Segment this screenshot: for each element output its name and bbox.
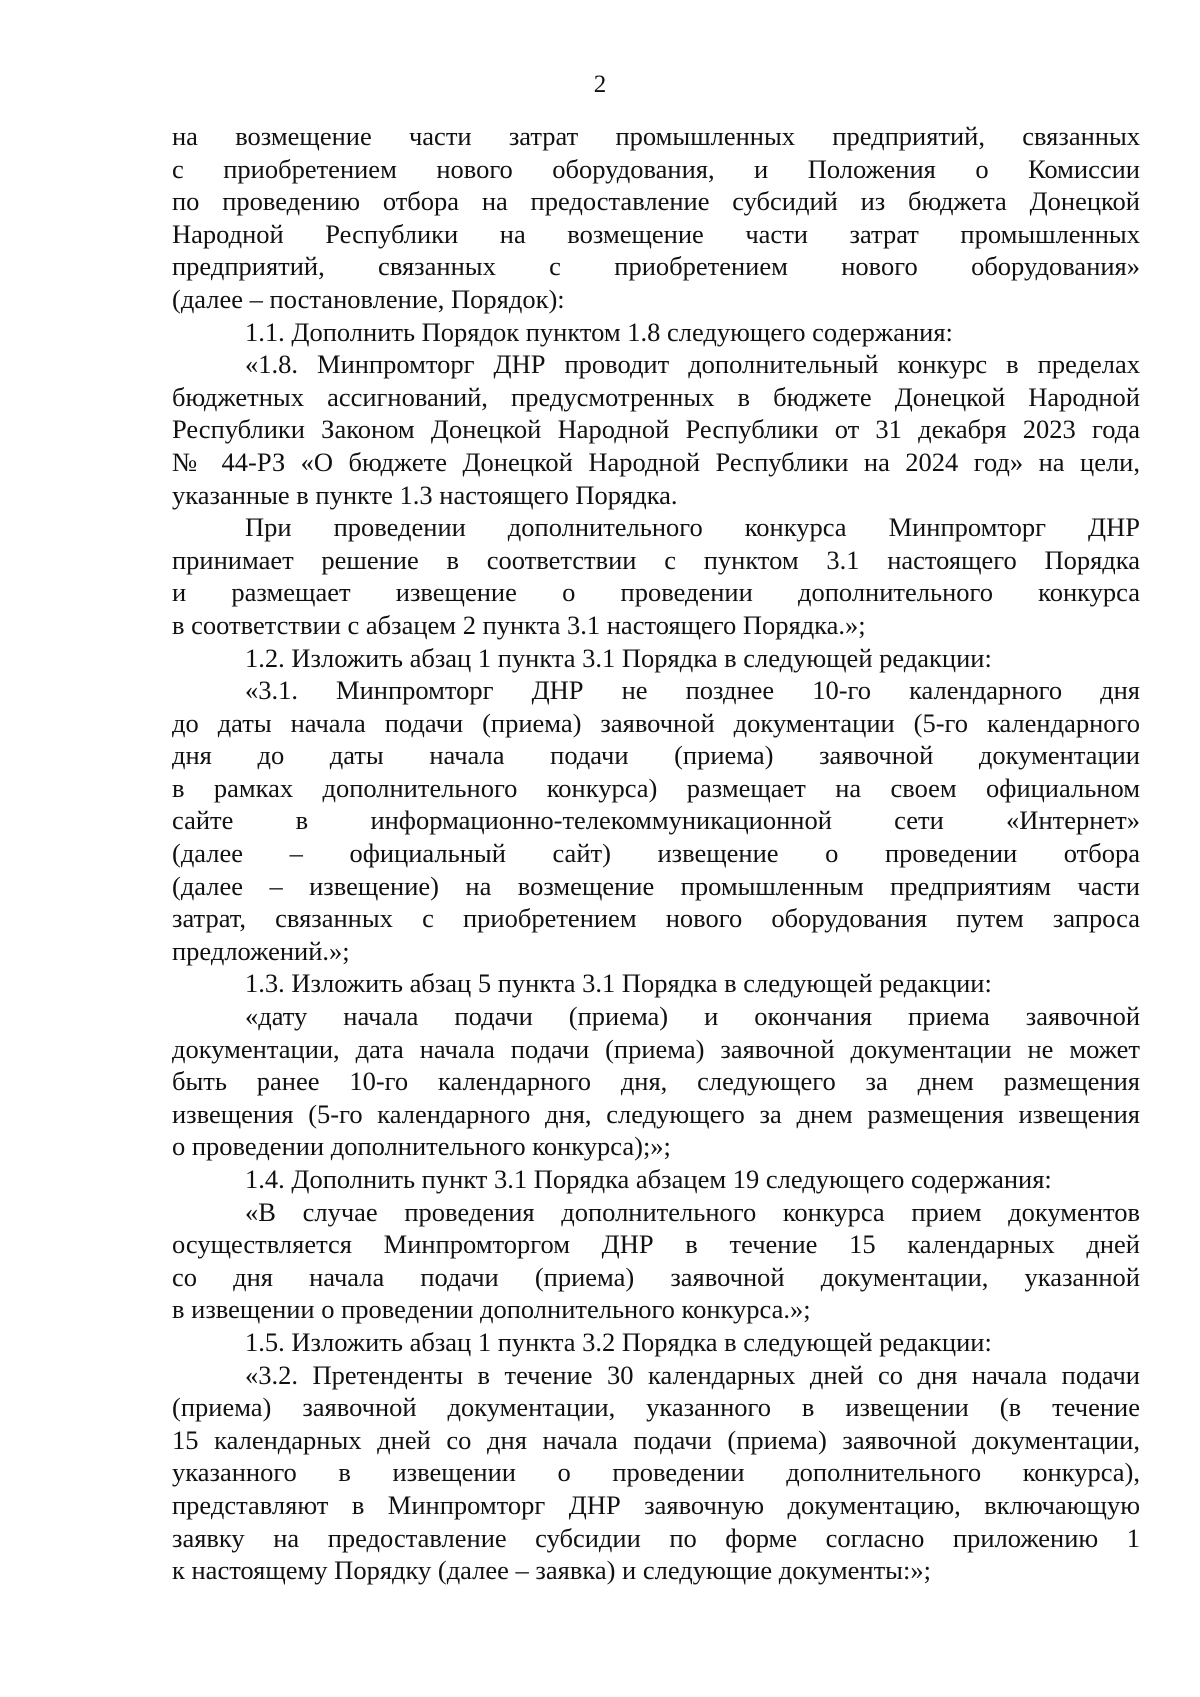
text-line: осуществляется Минпромторгом ДНР в течение 15 календарных дней	[172, 1229, 1140, 1260]
text-line: указанные в пункте 1.3 настоящего Порядка.	[172, 479, 678, 510]
text-line: 1.5. Изложить абзац 1 пункта 3.2 Порядка в следующей редакции:	[245, 1326, 992, 1357]
text-line: «3.2. Претенденты в течение 30 календарных дней со дня начала подачи	[245, 1359, 1140, 1390]
text-line: с приобретением нового оборудования, и Положения о Комиссии	[172, 153, 1140, 184]
text-line: затрат, связанных с приобретением нового оборудования путем запроса	[172, 903, 1140, 934]
text-line: «В случае проведения дополнительного конкурса прием документов	[245, 1196, 1140, 1227]
text-line: со дня начала подачи (приема) заявочной документации, указанной	[172, 1261, 1140, 1292]
text-line: «3.1. Минпромторг ДНР не позднее 10-го календарного дня	[245, 675, 1140, 706]
text-line: предприятий, связанных с приобретением нового оборудования»	[172, 251, 1140, 282]
text-line: (приема) заявочной документации, указанного в извещении (в течение	[172, 1392, 1140, 1423]
text-line: 1.2. Изложить абзац 1 пункта 3.1 Порядка в следующей редакции:	[245, 642, 992, 673]
text-line: указанного в извещении о проведении дополнительного конкурса),	[172, 1457, 1140, 1488]
text-line: в рамках дополнительного конкурса) размещает на своем официальном	[172, 772, 1140, 803]
text-line: на возмещение части затрат промышленных предприятий, связанных	[172, 121, 1140, 151]
text-line: представляют в Минпромторг ДНР заявочную документацию, включающую	[172, 1489, 1140, 1520]
text-line: бюджетных ассигнований, предусмотренных в бюджете Донецкой Народной	[172, 381, 1140, 412]
text-line: по проведению отбора на предоставление субсидий из бюджета Донецкой	[172, 186, 1140, 217]
text-line: быть ранее 10-го календарного дня, следующего за днем размещения	[172, 1066, 1140, 1097]
page-number: 2	[593, 71, 607, 98]
text-line: «дату начала подачи (приема) и окончания приема заявочной	[245, 1001, 1140, 1032]
text-line: к настоящему Порядку (далее – заявка) и следующие документы:»;	[172, 1555, 931, 1586]
text-line: заявку на предоставление субсидии по форме согласно приложению 1	[172, 1522, 1140, 1553]
text-line: документации, дата начала подачи (приема) заявочной документации не может	[172, 1033, 1140, 1064]
text-line: (далее – извещение) на возмещение промышленным предприятиям части	[172, 870, 1140, 901]
text-line: принимает решение в соответствии с пунктом 3.1 настоящего Порядка	[172, 544, 1140, 575]
text-line: до даты начала подачи (приема) заявочной документации (5-го календарного	[172, 707, 1140, 738]
text-line: дня до даты начала подачи (приема) заявочной документации	[172, 740, 1140, 771]
text-line: в извещении о проведении дополнительного конкурса.»;	[172, 1294, 811, 1325]
text-line: предложений.»;	[172, 935, 350, 966]
text-line: № 44-РЗ «О бюджете Донецкой Народной Республики на 2024 год» на цели,	[172, 446, 1140, 477]
text-line: извещения (5-го календарного дня, следующего за днем размещения извещения	[172, 1098, 1140, 1129]
text-line: «1.8. Минпромторг ДНР проводит дополнительный конкурс в пределах	[245, 349, 1140, 380]
text-line: Народной Республики на возмещение части затрат промышленных	[172, 218, 1140, 249]
text-line: 15 календарных дней со дня начала подачи (приема) заявочной документации,	[172, 1424, 1140, 1455]
text-line: о проведении дополнительного конкурса);»;	[172, 1131, 671, 1162]
text-line: (далее – официальный сайт) извещение о проведении отбора	[172, 838, 1140, 869]
text-line: (далее – постановление, Порядок):	[172, 283, 565, 314]
text-line: в соответствии с абзацем 2 пункта 3.1 настоящего Порядка.»;	[172, 609, 866, 640]
text-line: 1.1. Дополнить Порядок пунктом 1.8 следующего содержания:	[245, 316, 953, 347]
document-body	[172, 120, 1140, 1587]
text-line: и размещает извещение о проведении дополнительного конкурса	[172, 577, 1140, 608]
text-line: сайте в информационно-телекоммуникационной сети «Интернет»	[172, 805, 1140, 836]
text-line: При проведении дополнительного конкурса Минпромторг ДНР	[245, 512, 1140, 543]
text-line: Республики Законом Донецкой Народной Республики от 31 декабря 2023 года	[172, 414, 1140, 445]
text-line: 1.3. Изложить абзац 5 пункта 3.1 Порядка в следующей редакции:	[245, 968, 992, 999]
text-line: 1.4. Дополнить пункт 3.1 Порядка абзацем 19 следующего содержания:	[245, 1164, 1052, 1194]
